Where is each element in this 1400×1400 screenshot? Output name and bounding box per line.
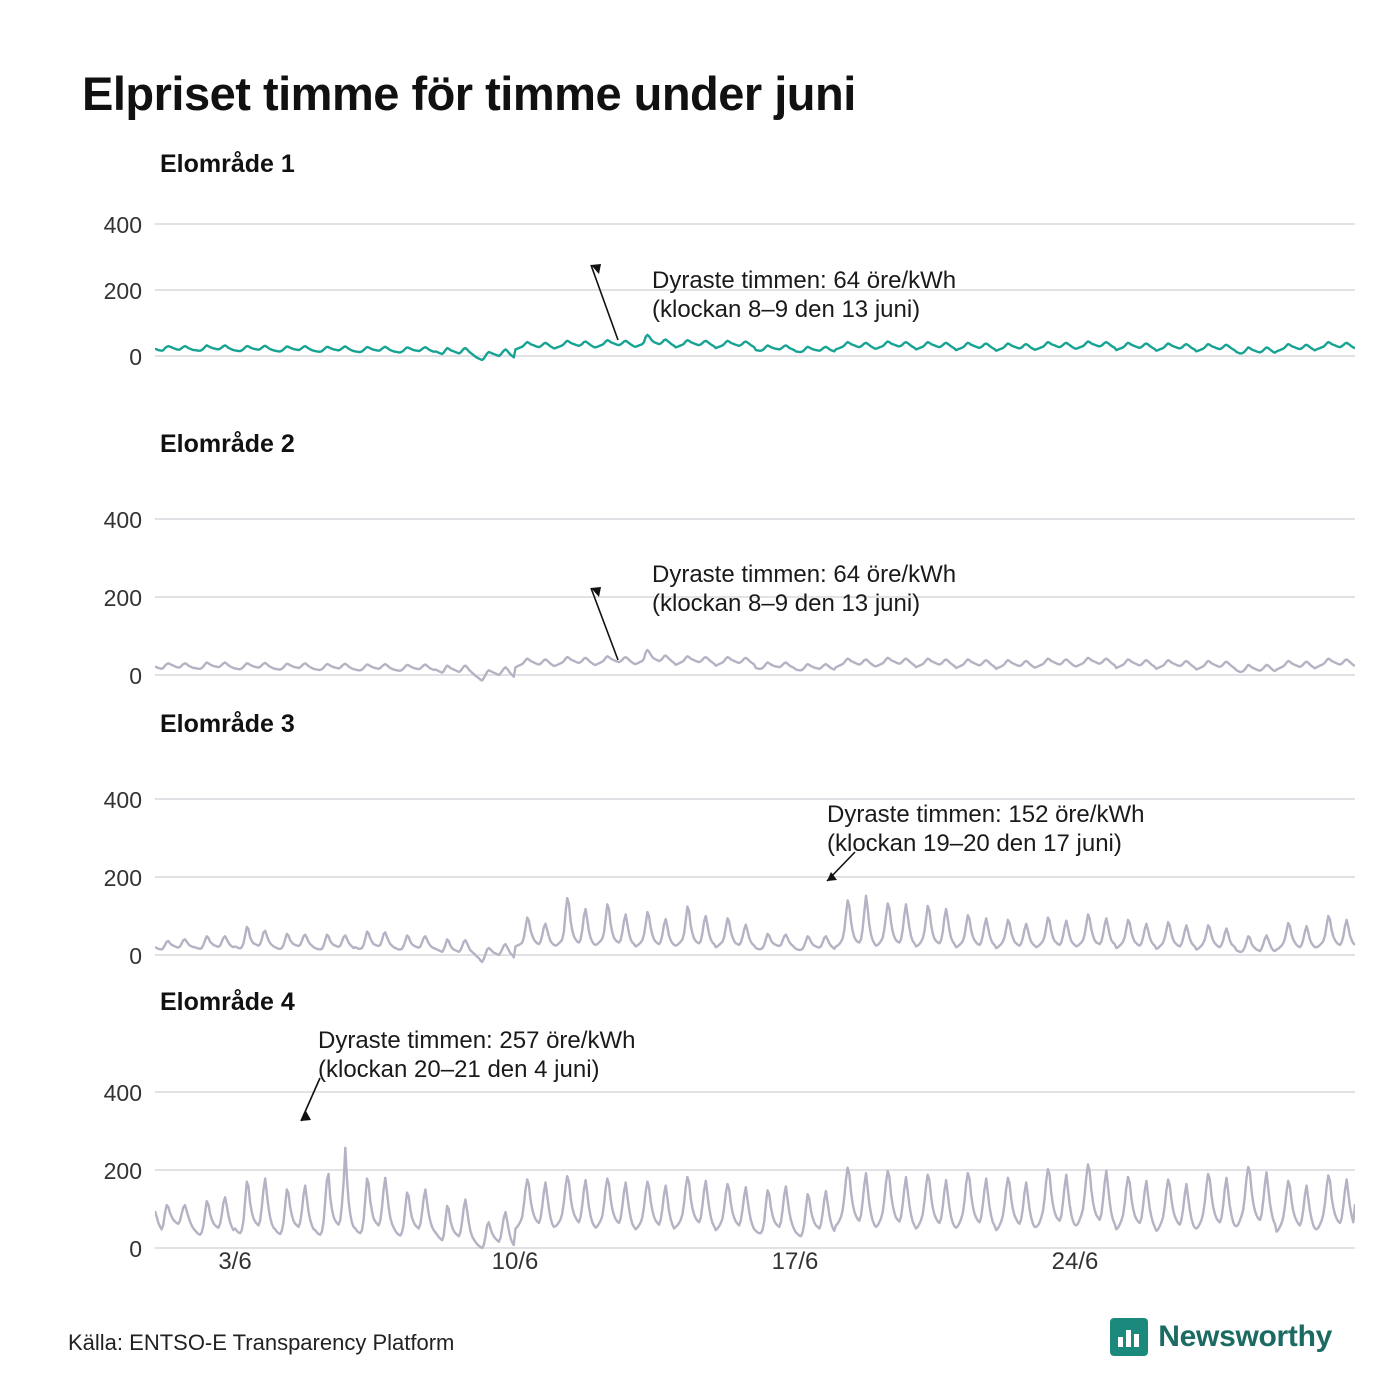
brand-name: Newsworthy (1158, 1320, 1332, 1353)
brand-logo (1110, 1318, 1332, 1356)
annotation-leader-line (591, 265, 618, 340)
annotation-line-1: Dyraste timmen: 64 öre/kWh (652, 267, 957, 294)
y-tick: 200 (103, 865, 142, 891)
y-tick: 200 (103, 585, 142, 611)
y-tick: 0 (129, 1236, 142, 1262)
annotation-line-1: Dyraste timmen: 257 öre/kWh (318, 1027, 636, 1054)
panel-elomrade-1 (0, 140, 1400, 410)
panel-title: Elområde 1 (160, 150, 295, 178)
annotation-leader-line (591, 588, 618, 660)
series-line-elomrade-4 (155, 1148, 1355, 1248)
x-tick: 17/6 (771, 1248, 819, 1275)
y-tick: 200 (103, 278, 142, 304)
x-axis (155, 1248, 1355, 1288)
annotation-line-1: Dyraste timmen: 64 öre/kWh (652, 561, 957, 588)
plot-area-elomrade-3 (155, 760, 1355, 1000)
annotation-line-2: (klockan 19–20 den 17 juni) (827, 830, 1122, 858)
x-tick: 24/6 (1051, 1248, 1099, 1275)
y-tick: 400 (103, 507, 142, 533)
y-tick: 400 (103, 787, 142, 813)
annotation-elomrade-4 (318, 1026, 635, 1085)
annotation-line-2: (klockan 8–9 den 13 juni) (652, 590, 921, 618)
panel-title: Elområde 4 (160, 988, 295, 1016)
annotation-elomrade-3 (827, 800, 1144, 859)
y-tick: 400 (103, 212, 142, 238)
y-tick: 0 (129, 344, 142, 370)
page-title: Elpriset timme för timme under juni (82, 67, 856, 120)
y-tick: 0 (129, 663, 142, 689)
y-tick: 200 (103, 1158, 142, 1184)
panel-title: Elområde 3 (160, 710, 295, 738)
source-note: Källa: ENTSO-E Transparency Platform (68, 1330, 455, 1355)
y-tick: 0 (129, 943, 142, 969)
panel-elomrade-4 (0, 978, 1400, 1268)
panel-title: Elområde 2 (160, 430, 295, 458)
line-chart-svg (155, 760, 1355, 1000)
newsworthy-logo-icon (1110, 1318, 1148, 1356)
annotation-elomrade-2 (652, 560, 956, 619)
x-tick: 10/6 (491, 1248, 539, 1275)
annotation-line-1: Dyraste timmen: 152 öre/kWh (827, 801, 1145, 828)
panel-elomrade-2 (0, 420, 1400, 690)
y-tick: 400 (103, 1080, 142, 1106)
series-line-elomrade-3 (155, 896, 1355, 962)
annotation-line-2: (klockan 8–9 den 13 juni) (652, 296, 921, 324)
panel-elomrade-3 (0, 700, 1400, 975)
annotation-elomrade-1 (652, 266, 956, 325)
annotation-line-2: (klockan 20–21 den 4 juni) (318, 1056, 600, 1084)
x-tick: 3/6 (218, 1248, 252, 1275)
